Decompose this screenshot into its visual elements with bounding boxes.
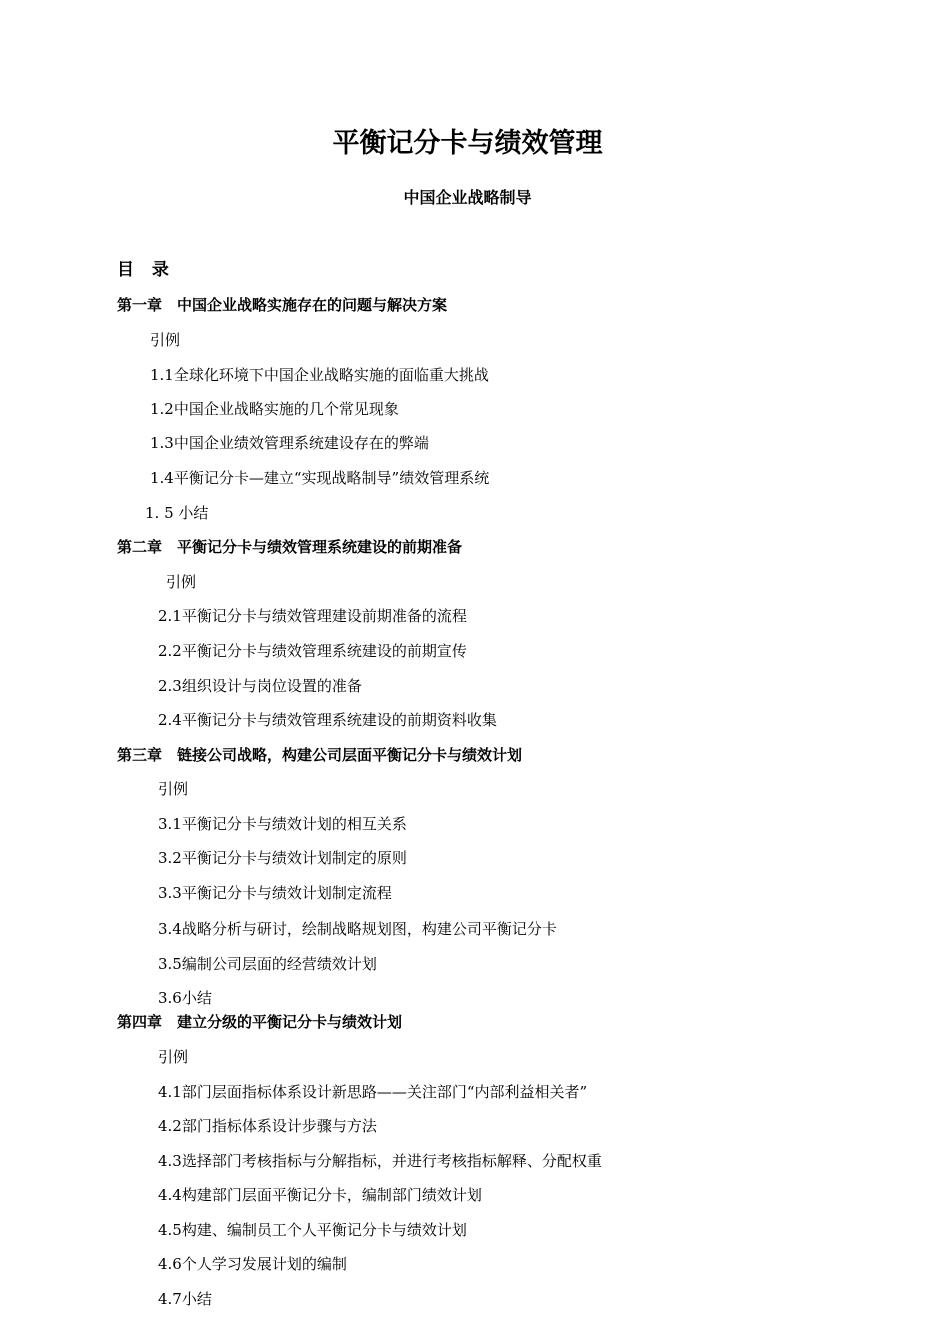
toc-heading: 目 录 [117, 260, 175, 280]
toc-item-1-3: 1.3中国企业绩效管理系统建设存在的弊端 [150, 434, 429, 452]
document-subtitle: 中国企业战略制导 [403, 188, 532, 207]
toc-item-2-2: 2.2平衡记分卡与绩效管理系统建设的前期宣传 [158, 642, 467, 660]
toc-item-4-4: 4.4构建部门层面平衡记分卡，编制部门绩效计划 [158, 1186, 482, 1204]
toc-item-3-intro: 引例 [158, 780, 189, 798]
toc-item-1-1: 1.1全球化环境下中国企业战略实施的面临重大挑战 [150, 366, 489, 384]
toc-item-1-5: 1. 5 小结 [145, 504, 209, 522]
toc-item-3-5: 3.5编制公司层面的经营绩效计划 [158, 955, 377, 973]
toc-item-1-2: 1.2中国企业战略实施的几个常见现象 [150, 400, 399, 418]
toc-item-3-6: 3.6小结 [158, 989, 212, 1007]
toc-item-2-intro: 引例 [166, 573, 197, 591]
toc-item-4-2: 4.2部门指标体系设计步骤与方法 [158, 1117, 377, 1135]
toc-item-3-2: 3.2平衡记分卡与绩效计划制定的原则 [158, 849, 407, 867]
document-title: 平衡记分卡与绩效管理 [332, 128, 603, 159]
chapter-1-title: 第一章 中国企业战略实施存在的问题与解决方案 [117, 296, 448, 314]
toc-item-4-7: 4.7小结 [158, 1290, 212, 1308]
chapter-2-title: 第二章 平衡记分卡与绩效管理系统建设的前期准备 [117, 538, 463, 556]
toc-item-4-3: 4.3选择部门考核指标与分解指标，并进行考核指标解释、分配权重 [158, 1152, 602, 1170]
toc-item-4-intro: 引例 [158, 1048, 189, 1066]
toc-item-3-3: 3.3平衡记分卡与绩效计划制定流程 [158, 884, 392, 902]
toc-item-2-3: 2.3组织设计与岗位设置的准备 [158, 677, 362, 695]
toc-item-1-4: 1.4平衡记分卡—建立“实现战略制导”绩效管理系统 [150, 469, 490, 487]
toc-item-3-4: 3.4战略分析与研讨，绘制战略规划图，构建公司平衡记分卡 [158, 920, 557, 938]
toc-item-2-1: 2.1平衡记分卡与绩效管理建设前期准备的流程 [158, 607, 467, 625]
toc-item-4-1: 4.1部门层面指标体系设计新思路——关注部门“内部利益相关者” [158, 1083, 588, 1101]
toc-item-4-6: 4.6个人学习发展计划的编制 [158, 1255, 347, 1273]
chapter-3-title: 第三章 链接公司战略，构建公司层面平衡记分卡与绩效计划 [117, 746, 523, 764]
toc-item-2-4: 2.4平衡记分卡与绩效管理系统建设的前期资料收集 [158, 711, 497, 729]
toc-item-3-1: 3.1平衡记分卡与绩效计划的相互关系 [158, 815, 407, 833]
toc-item-4-5: 4.5构建、编制员工个人平衡记分卡与绩效计划 [158, 1221, 467, 1239]
toc-item-1-intro: 引例 [150, 331, 181, 349]
chapter-4-title: 第四章 建立分级的平衡记分卡与绩效计划 [117, 1013, 403, 1031]
